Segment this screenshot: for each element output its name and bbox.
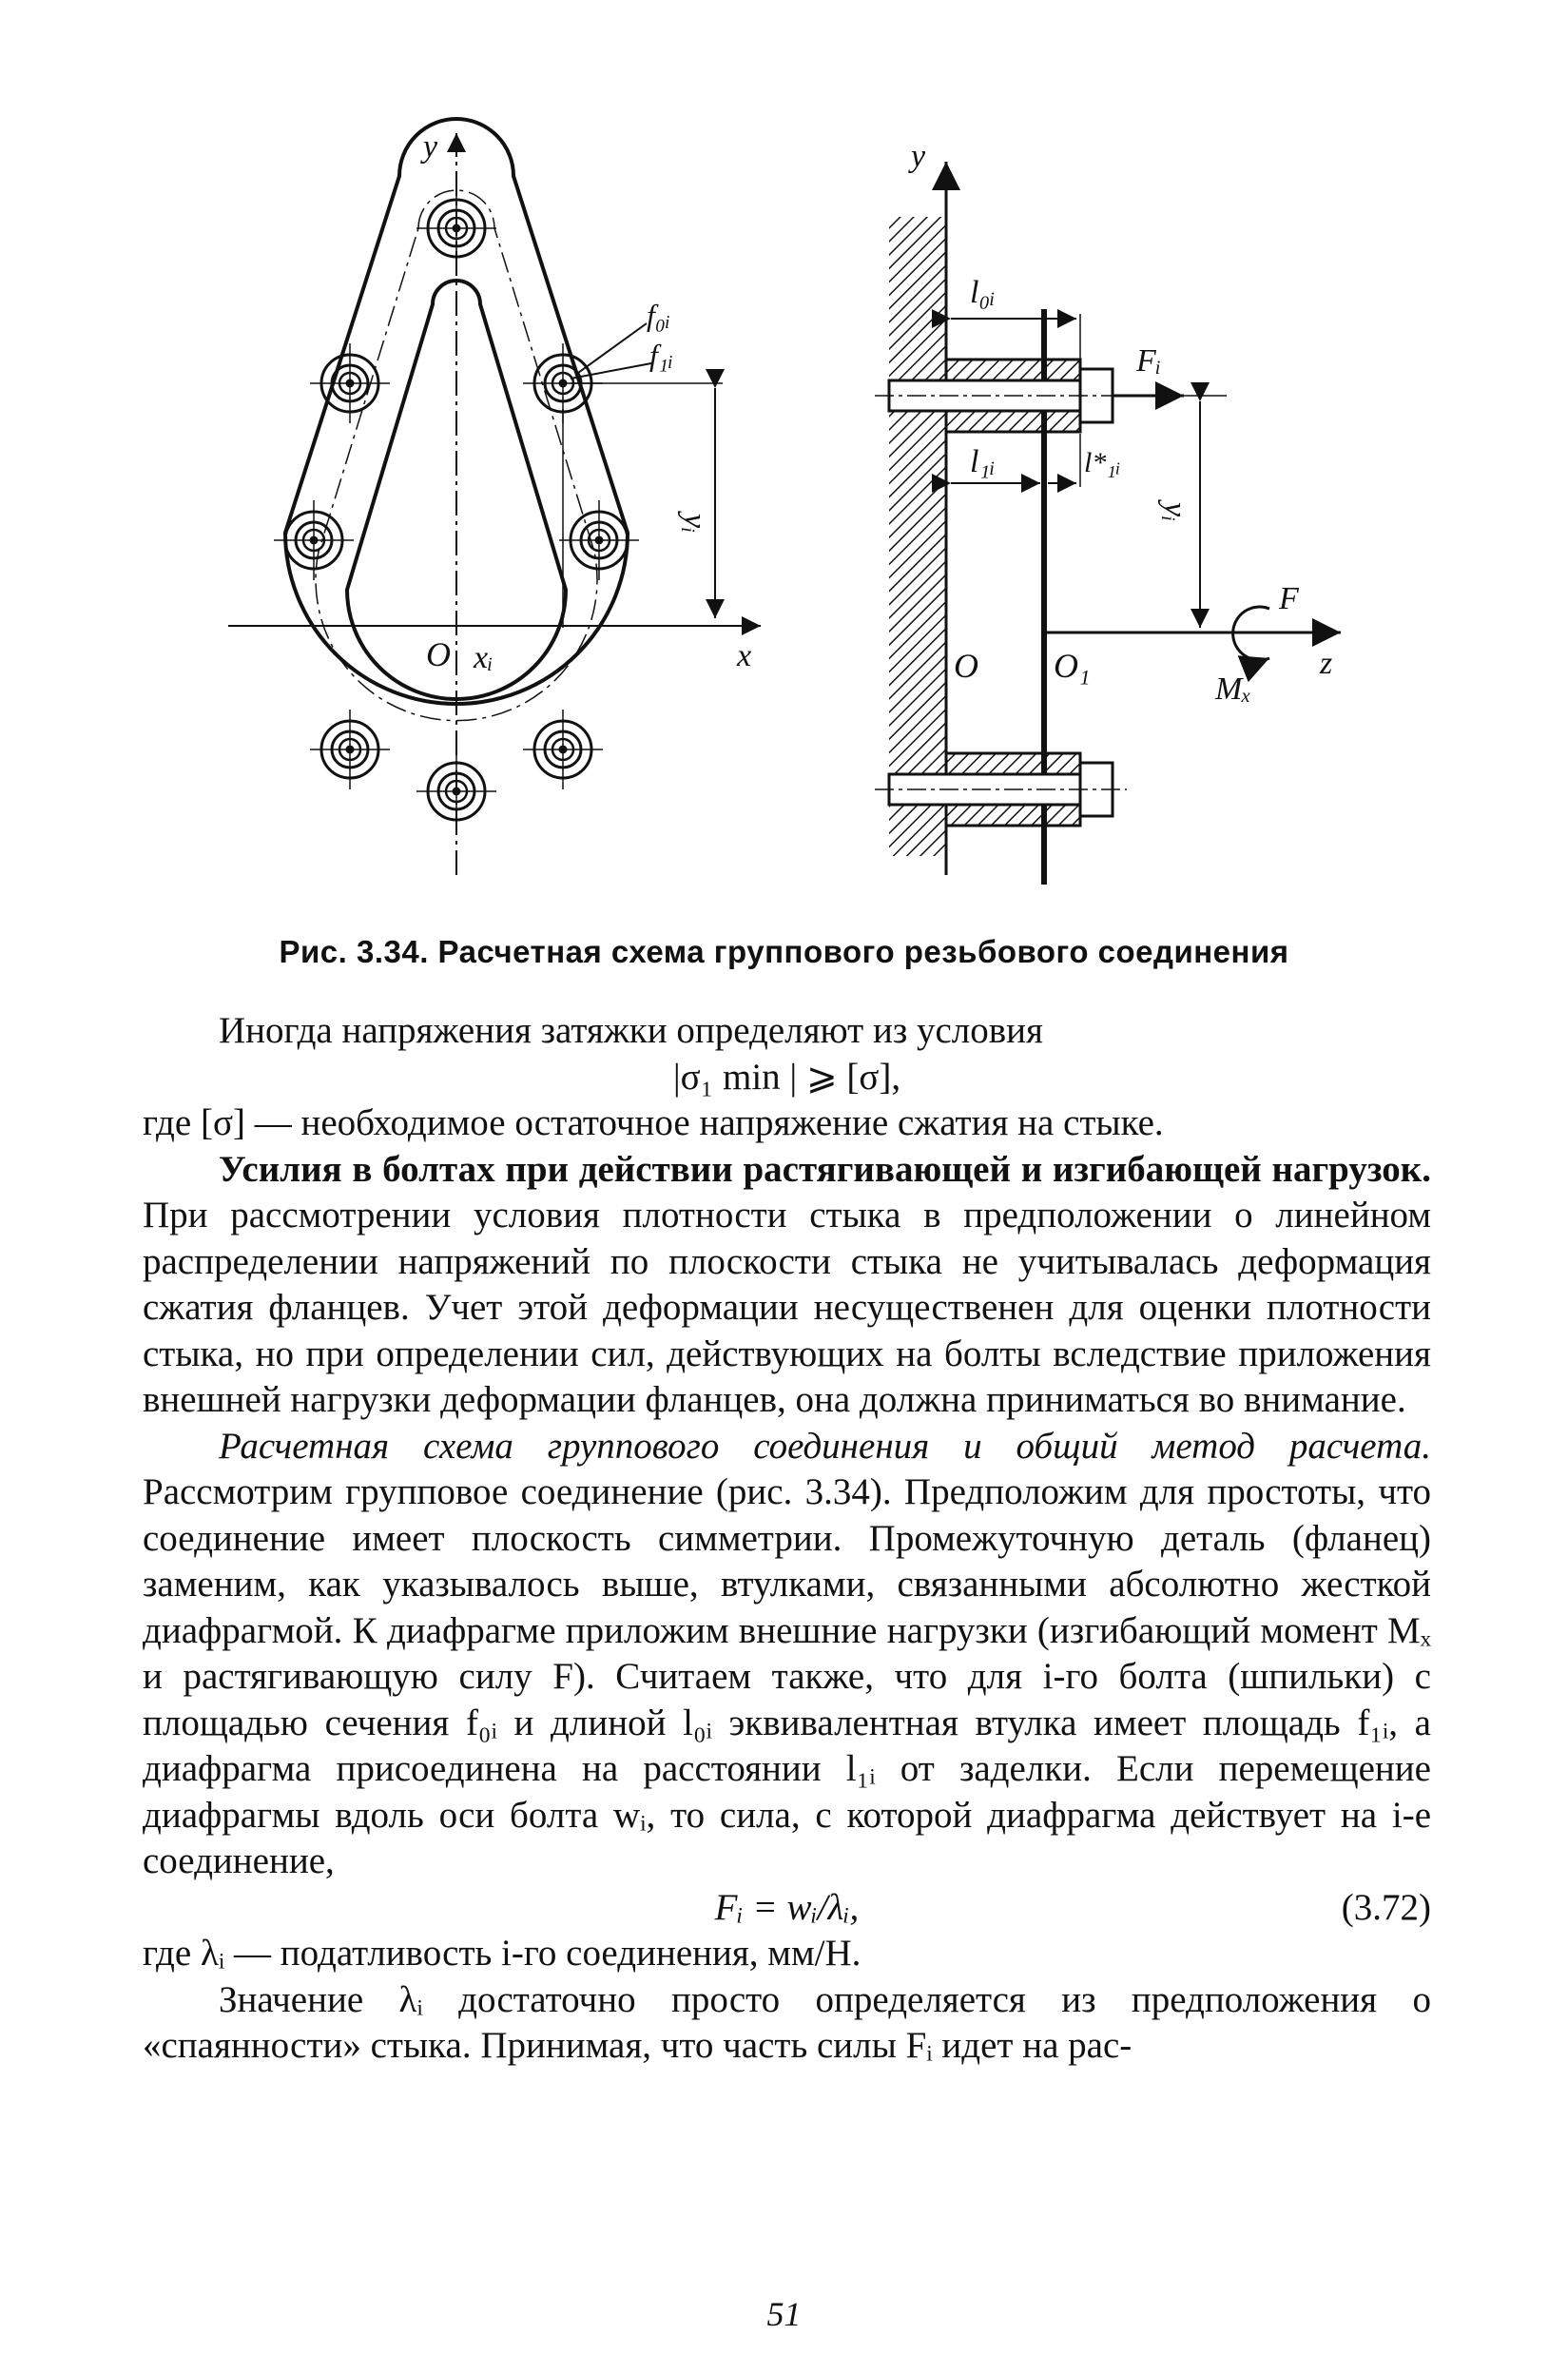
paragraph-3-heading: Усилия в болтах при действии растягивающей и изгибающей нагрузок. [219, 1148, 1431, 1190]
bolt-6 [310, 710, 390, 789]
left-f0i-label: f₀ᵢ [647, 298, 671, 332]
bolt-8 [416, 751, 496, 831]
left-f1i-label: f₁ᵢ [649, 338, 674, 372]
paragraph-2: где [σ] — необходимое остаточное напряжение сжатия на стыке. [143, 1102, 1164, 1143]
left-yi-label: yᵢ [677, 514, 712, 534]
paragraph-3-body: При рассмотрении условия плотности стыка в предположении о линейном распределении напряжений по плоскости стыка не учитывалась деформация сжатия фланцев. Учет этой деформации несущественен для оценки плотности стыка, но при определении сил, действующих на болты вследствие приложения внешней нагрузки деформации фланцев, она должна приниматься во внимание. [143, 1195, 1431, 1420]
right-origin-label: O [954, 647, 978, 685]
left-origin-label: O [426, 635, 451, 673]
mx-label: Mₓ [1215, 671, 1251, 707]
left-x-label: x [737, 638, 752, 673]
section-view [875, 162, 1341, 885]
figure-3-34 [0, 0, 1568, 913]
equation-3-72 [143, 1885, 1431, 1932]
bolt-7 [523, 710, 603, 789]
bolt-1 [416, 188, 496, 268]
right-yi-label: yᵢ [1157, 502, 1192, 522]
paragraph-5: где λᵢ — податливость i-го соединения, мм/Н. [143, 1933, 861, 1974]
fi-label: Fᵢ [1136, 343, 1162, 379]
equation-number: (3.72) [1341, 1886, 1431, 1928]
l0i-label: l₀ᵢ [970, 275, 996, 310]
paragraph-6: Значение λᵢ достаточно просто определяется из предположения о «спаянности» стыка. Принимая, что часть силы Fᵢ идет на рас- [143, 1978, 1431, 2066]
left-y-label: y [423, 129, 438, 165]
formula-2: Fᵢ = wᵢ/λᵢ, [714, 1886, 860, 1928]
body-text [143, 1008, 1431, 2070]
z-label: z [1320, 646, 1333, 681]
o1-label: O₁ [1054, 647, 1091, 685]
page-number: 51 [766, 2295, 802, 2333]
bolt-5 [559, 500, 639, 580]
wall-hatch [889, 217, 946, 856]
paragraph-1: Иногда напряжения затяжки определяют из условия [219, 1010, 1043, 1051]
force-f-label: F [1279, 581, 1299, 616]
bolt-2 [310, 343, 390, 423]
l1i-star-label: l*₁ᵢ [1084, 447, 1121, 478]
formula-1: |σ₁ min | ⩾ [σ], [672, 1056, 901, 1098]
paragraph-4-body: Рассмотрим групповое соединение (рис. 3.34). Предположим для простоты, что соединение имеет плоскость симметрии. Промежуточную деталь (фланец) заменим, как указывалось выше, втулками, связанными абсолютно жесткой диафрагмой. К диафрагме приложим внешние нагрузки (изгибающий момент Mₓ и растягивающую силу F). Считаем также, что для i-го болта (шпильки) с площадью сечения f₀ᵢ и длиной l₀ᵢ эквивалентная втулка имеет площадь f₁ᵢ, а диафрагма присоединена на расстоянии l₁ᵢ от заделки. Если перемещение диафрагмы вдоль оси болта wᵢ, то сила, с которой диафрагма действует на i-е соединение, [143, 1471, 1431, 1881]
paragraph-4-heading: Расчетная схема группового соединения и общий метод расчета. [219, 1425, 1431, 1467]
right-y-label: y [911, 139, 926, 174]
flange-plan-view [228, 119, 761, 875]
l1i-label: l₁ᵢ [970, 444, 996, 479]
paragraph-3 [143, 1147, 1431, 1424]
paragraph-4 [143, 1424, 1431, 1885]
left-xi-label: xᵢ [474, 640, 494, 675]
figure-caption: Рис. 3.34. Расчетная схема группового резьбового соединения [279, 934, 1289, 969]
bolt-4 [274, 500, 354, 580]
